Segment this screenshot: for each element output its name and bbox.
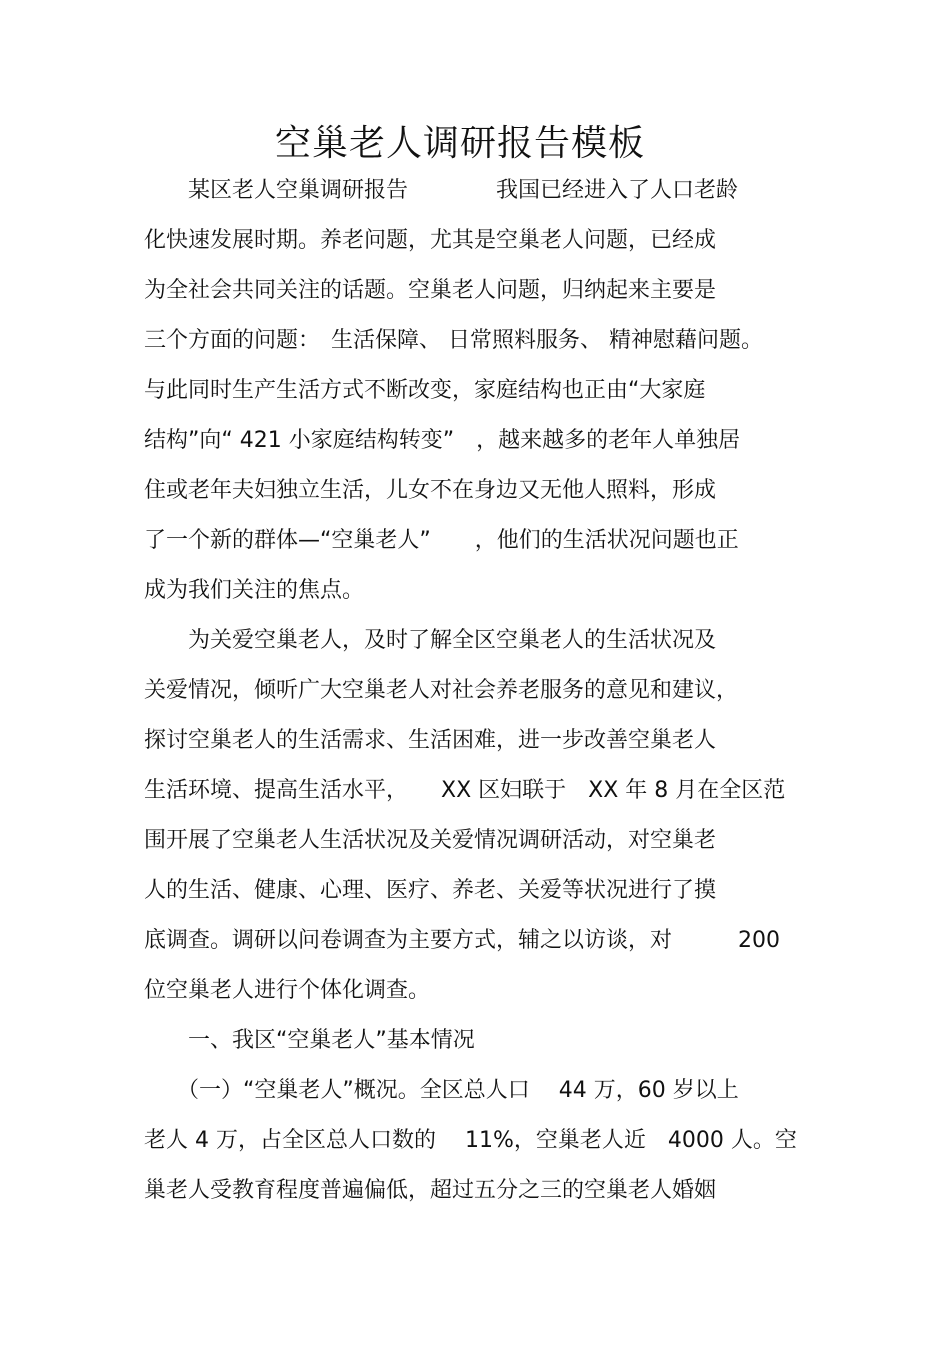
- document-title: 空巢老人调研报告模板: [274, 123, 645, 164]
- body-line-7: 住或老年夫妇独立生活，儿女不在身边又无他人照料，形成: [144, 478, 717, 503]
- body-line-14: 围开展了空巢老人生活状况及关爱情况调研活动，对空巢老: [144, 828, 717, 853]
- body-line-3: 为全社会共同关注的话题。空巢老人问题，归纳起来主要是: [144, 278, 717, 303]
- body-line-5: 与此同时生产生活方式不断改变，家庭结构也正由“大家庭: [144, 378, 706, 403]
- body-line-20: 老人 4 万，占全区总人口数的 11%，空巢老人近 4000 人。空: [144, 1128, 797, 1153]
- body-line-21: 巢老人受教育程度普遍偏低，超过五分之三的空巢老人婚姻: [144, 1178, 717, 1203]
- body-line-11: 关爱情况，倾听广大空巢老人对社会养老服务的意见和建议，: [144, 678, 739, 703]
- body-line-13: 生活环境、提高生活水平， XX 区妇联于 XX 年 8 月在全区范: [144, 778, 786, 803]
- section-heading-1: 一、我区“空巢老人”基本情况: [144, 1028, 475, 1053]
- body-line-8: 了一个新的群体—“空巢老人” ，他们的生活状况问题也正: [144, 528, 739, 553]
- body-line-6: 结构”向“ 421 小家庭结构转变” ，越来越多的老年人单独居: [144, 428, 741, 453]
- body-line-19: （一）“空巢老人”概况。全区总人口 44 万，60 岁以上: [144, 1078, 739, 1103]
- body-line-1: 某区老人空巢调研报告 我国已经进入了人口老龄: [144, 178, 739, 203]
- body-line-2: 化快速发展时期。养老问题，尤其是空巢老人问题，已经成: [144, 228, 717, 253]
- body-line-12: 探讨空巢老人的生活需求、生活困难，进一步改善空巢老人: [144, 728, 717, 753]
- body-line-10: 为关爱空巢老人，及时了解全区空巢老人的生活状况及: [144, 628, 717, 653]
- body-line-4: 三个方面的问题： 生活保障、 日常照料服务、 精神慰藉问题。: [144, 328, 763, 353]
- body-line-17: 位空巢老人进行个体化调查。: [144, 978, 431, 1003]
- body-line-16: 底调查。调研以问卷调查为主要方式，辅之以访谈，对 200: [144, 928, 780, 953]
- body-line-9: 成为我们关注的焦点。: [144, 578, 365, 603]
- body-line-15: 人的生活、健康、心理、医疗、养老、关爱等状况进行了摸: [144, 878, 717, 903]
